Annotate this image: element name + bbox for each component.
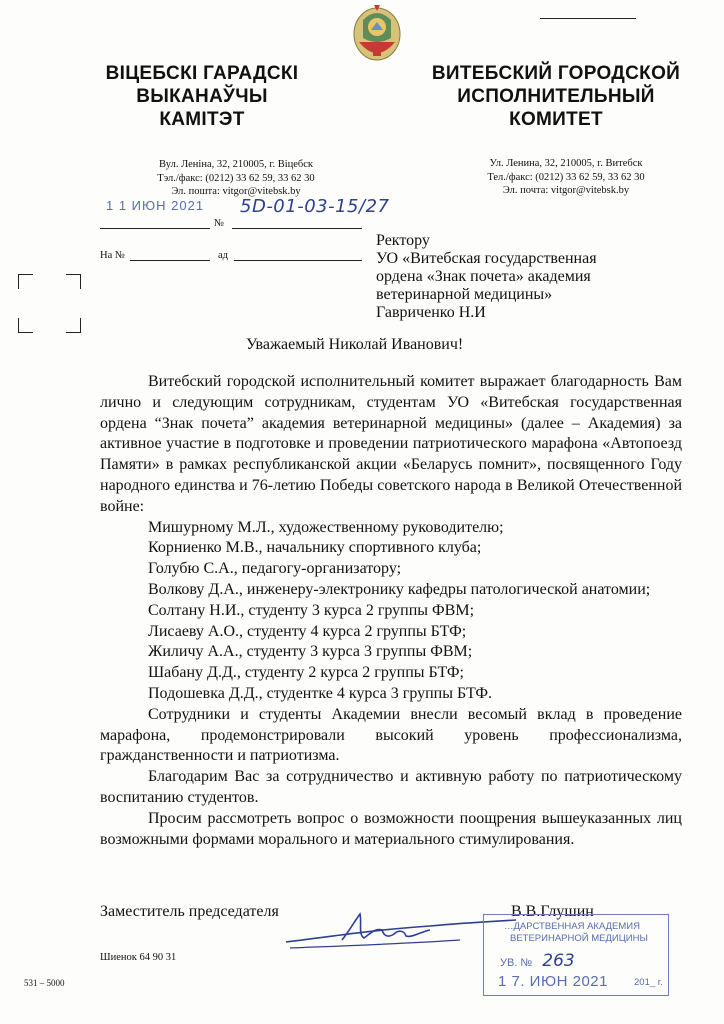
recipient-line: Гавриченко Н.И [376,304,486,321]
list-item: Шабану Д.Д., студенту 2 курса 2 группы БТФ; [148,664,464,682]
stamp-vkh-label: УВ. № [500,957,533,969]
signatory-position: Заместитель председателя [100,903,279,920]
address-line: Эл. почта: vitgor@vitebsk.by [502,185,630,196]
recipient-list [100,518,682,705]
org-line: КОМИТЕТ [509,109,603,130]
stamp-date: 1 7. ИЮН 2021 [498,973,608,990]
list-item: Корниенко М.В., начальнику спортивного клуба; [148,539,482,557]
address-belarusian [126,158,346,199]
stamp-number-row [500,951,575,971]
letter-body [100,372,682,850]
stamp-vkh-number: 263 [542,951,575,971]
executor-contact: Шиенок 64 90 31 [100,952,177,963]
list-item: Волкову Д.А., инженеру-электронику кафедры патологической анатомии; [148,580,651,598]
incoming-registration-stamp [483,914,669,996]
list-item: Солтану Н.И., студенту 3 курса 2 группы ФВМ; [148,601,475,619]
stamp-year-suffix: 201_ г. [634,977,663,988]
address-line: Тел./факс: (0212) 33 62 59, 33 62 30 [487,171,645,183]
recipient-line: Ректору [376,232,430,249]
na-underline [130,260,210,261]
corner-mark-top-left [18,274,33,289]
intro-paragraph: Витебский городской исполнительный комитет выражает благодарность Вам лично и следующим сотрудникам, студентам УО «Витебская государственная ордена “Знак почета” академия ветеринарной медицины» (далее – Академия) за активное участие в подготовке и проведении патриотического марафона «Автопоезд Памяти» в рамках республиканской акции «Беларусь помнит», посвященного Году народного единства и 76-летию Победы советского народа в Великой Отечественной войне: [100,373,682,515]
address-russian [454,157,678,198]
list-item: Подошевка Д.Д., студентке 4 курса 3 группы БТФ. [148,684,493,702]
corner-mark-bottom-right [66,318,81,333]
address-line: Тэл./факс: (0212) 33 62 59, 33 62 30 [157,172,315,184]
ad-label: ад [218,250,229,261]
recipient-block [376,232,686,322]
recipient-line: ветеринарной медицины» [376,286,553,303]
corner-mark-bottom-left [18,318,33,333]
na-label: На № [100,250,125,261]
recipient-line: ордена «Знак почета» академия [376,268,591,285]
list-item: Мишурному М.Л., художественному руководителю; [148,518,504,536]
address-line: Ул. Ленина, 32, 210005, г. Витебск [489,158,643,169]
ad-underline [234,260,362,261]
header-rule [540,18,636,19]
number-underline [232,228,362,229]
org-line: ВЫКАНАЎЧЫ [136,86,268,107]
corner-mark-top-right [66,274,81,289]
org-name-belarusian [82,62,322,131]
coat-of-arms-emblem [351,2,403,62]
outgoing-number-handwritten: 5D-01-03-15/27 [240,196,390,217]
greeting: Уважаемый Николай Иванович! [246,336,464,353]
org-name-russian [418,62,694,131]
contribution-paragraph: Сотрудники и студенты Академии внесли весомый вклад в проведение марафона, продемонстрировали высокий уровень профессионализма, гражданственности и патриотизма. [100,705,682,765]
date-underline [100,228,210,229]
recipient-line: УО «Витебская государственная [376,250,597,267]
signatory-name: В.В.Глушин [511,903,594,920]
list-item: Жиличу А.А., студенту 3 курса 3 группы ФВМ; [148,643,473,661]
number-sign: № [214,218,225,229]
list-item: Голубю С.А., педагогу-организатору; [148,560,402,578]
list-item: Лисаеву А.О., студенту 4 курса 2 группы БТФ; [148,622,467,640]
address-line: Вул. Леніна, 32, 210005, г. Віцебск [158,159,314,170]
org-line: ВИТЕБСКИЙ ГОРОДСКОЙ [431,63,681,84]
form-code: 531 – 5000 [24,978,65,988]
org-line: КАМІТЭТ [159,109,245,130]
outgoing-date-stamp: 1 1 ИЮН 2021 [106,198,205,213]
stamp-org-line: ВЕТЕРИНАРНОЙ МЕДИЦИНЫ [510,933,648,944]
stamp-org-line: …ДАРСТВЕННАЯ АКАДЕМИЯ [504,921,640,932]
org-line: ВІЦЕБСКІ ГАРАДСКІ [105,63,299,84]
address-line: Эл. пошта: vitgor@vitebsk.by [171,186,301,197]
org-line: ИСПОЛНИТЕЛЬНЫЙ [457,86,655,107]
thanks-paragraph: Благодарим Вас за сотрудничество и активную работу по патриотическому воспитанию студентов. [100,768,682,806]
request-paragraph: Просим рассмотреть вопрос о возможности поощрения вышеуказанных лиц возможными формами морального и материального стимулирования. [100,809,682,848]
